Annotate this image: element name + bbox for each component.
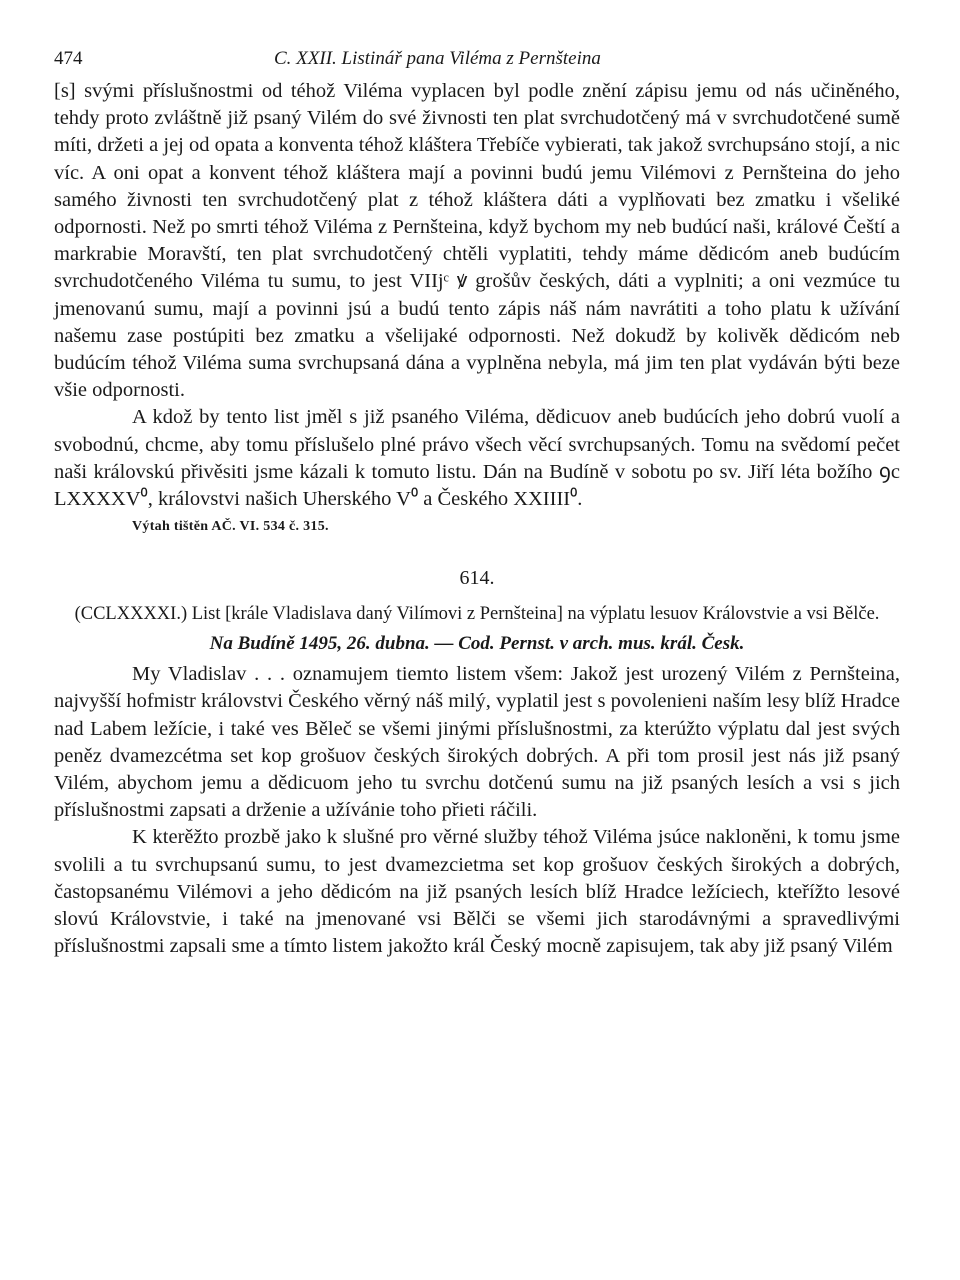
continued-paragraph: [s] svými příslušnostmi od téhož Viléma vyplacen byl podle znění zápisu jemu od nás učiněného, tehdy proto zvláštně již psaný Vilém do své živnosti ten plat svrchudotčený má v svrchudotčené sumě míti, držeti a jej od opata a konventa téhož kláštera Třebíče vybierati, tak jakož svrchupsáno stojí, a nic víc. A oni opat a konvent téhož kláštera mají a povinni budú jemu Vilémovi z Pernšteina do jeho samého živnosti ten svrchudotčený plat z téhož kláštera dáti a vyplňovati bez zmatku i všeliké odpornosti. Než po smrti téhož Viléma z Pernšteina, když bychom my neb budúcí naši, králové Čeští a markrabie Moravští, ten plat svrchudotčený chtěli vyplatiti, tehdy máme dědicóm aneb budúcím svrchudotčeného Viléma tu sumu, to jest VIIjᶜ ꝟ grošův českých, dáti a vyplniti; a oni vezmúce tu jmenovanú sumu, mají a povinni jsú a budú tento zápis náš nám navrátiti a toho platu k užívání našemu zase postúpiti bez zmatku a všelijaké odpornosti. Než dokudž by kolivěk dědicóm neb budúcím téhož Viléma suma svrchupsaná dána a vyplněna nebyla, má jim ten plat vydáván býti beze všie odpornosti. (54, 80, 900, 402)
running-head: C. XXII. Listinář pana Viléma z Pernšteina (274, 48, 601, 69)
closing-paragraph: A kdož by tento list jměl s již psaného Viléma, dědicuov aneb budúcích jeho dobrú vuolí a svobodnú, chcme, aby tomu příslušelo plné právo všech věcí svrchupsaných. Tomu na svědomí pečet naši královskú přivěsiti jsme kázali k tomuto listu. Dán na Budíně v sobotu po sv. Jiří léta božího ꝯc LXXXXV⁰, královstvi našich Uherského V⁰ a Českého XXIIII⁰. (54, 406, 900, 511)
print-reference-note: Výtah tištěn AČ. VI. 534 č. 315. (132, 519, 329, 535)
document-page (54, 44, 900, 960)
document-paragraph: K kterěžto prozbě jako k slušné pro věrné služby téhož Viléma jsúce nakloněni, k tomu jsme svolili a tu svrchupsanú sumu, to jest dvamezcietma set kop grošuov českých širokých a dobrých, častopsanému Vilémovi a jeho dědicóm na již psaných lesích blíž Hradce ležíciech, kteřížto lesové slovú Královstvie, i také na jmenované vsi Bělči se všemi jich starodávnými a spravedlivými příslušnostmi zapsali sme a tímto listem jakožto král Český mocně zapisujem, tak aby již psaný Vilém (54, 826, 900, 958)
page-number: 474 (54, 48, 83, 69)
document-number: 614. (459, 567, 495, 590)
document-title: (CCLXXXXI.) List [krále Vladislava daný Vilímovi z Pernšteina] na výplatu lesuov Královstvie a vsi Bělče. (74, 604, 880, 625)
page-header (54, 44, 900, 78)
document-source: Na Budíně 1495, 26. dubna. — Cod. Pernst. v arch. mus. král. Česk. (209, 633, 745, 655)
document-paragraph: My Vladislav . . . oznamujem tiemto listem všem: Jakož jest urozený Vilém z Pernšteina, najvyšší hofmistr královstvi Českého věrný náš milý, vyplatil jest s povolenieni naším lesy blíž Hradce nad Labem ležície, i také ves Běleč se všemi jinými příslušnostmi, za kterúžto výplatu dal jest svých peněz dvamezcétma set kop grošuov českých širokých dobrých. A při tom prosil jest nás již psaný Vilém, abychom jemu a dědicuom jeho tu svrchu dotčenú sumu na již psaných lesích a vsi s jich příslušnostmi zapsati a drženie a užívánie toho přieti ráčili. (54, 663, 900, 822)
